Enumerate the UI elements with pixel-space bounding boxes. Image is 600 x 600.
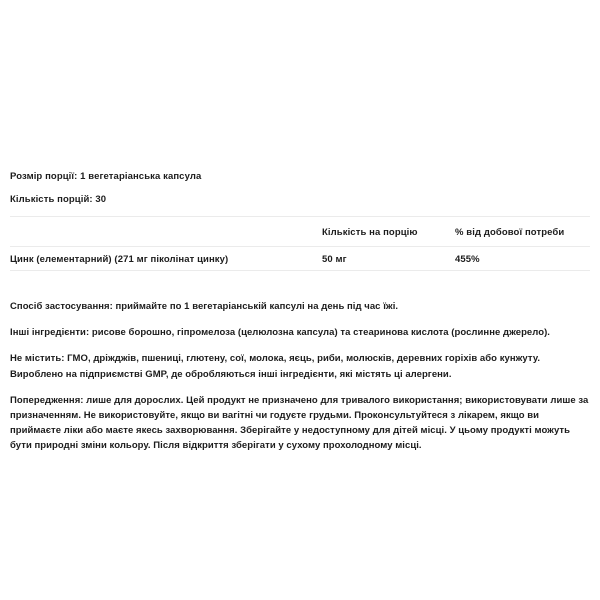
column-header-daily-value: % від добової потреби: [455, 217, 590, 247]
warning-paragraph: Попередження: лише для дорослих. Цей продукт не призначено для тривалого використання; використовувати лише за призначенням. Не використовуйте, якщо ви вагітні чи годуєте грудьми. Проконсультуйтеся з лікарем, якщо ви приймаєте ліки або маєте якесь захворювання. Зберігайте у недоступному для дітей місці. У цьому продукті можуть бути природні зміни кольору. Після відкриття зберігати у сухому прохолодному місці.: [10, 394, 589, 452]
table-header-row: [10, 217, 590, 247]
label-body-text: [10, 299, 590, 454]
column-header-nutrient: [10, 217, 322, 247]
serving-size-line: Розмір порції: 1 вегетаріанська капсула: [10, 171, 202, 182]
cell-daily-value: 455%: [455, 247, 590, 271]
supplement-facts-table: [10, 216, 590, 271]
directions-paragraph: Спосіб застосування: приймайте по 1 вегетаріанській капсулі на день під час їжі.: [10, 301, 399, 312]
table-body: [10, 247, 590, 271]
cell-amount-per-serving: 50 мг: [322, 247, 455, 271]
column-header-amount-per-serving: Кількість на порцію: [322, 217, 455, 247]
top-whitespace: [10, 0, 590, 170]
other-ingredients-paragraph: Інші інгредієнти: рисове борошно, гіпромелоза (целюлозна капсула) та стеаринова кислота (рослинне джерело).: [10, 327, 550, 339]
table-row: [10, 247, 590, 271]
allergen-free-paragraph: Не містить: ГМО, дріжджів, пшениці, глютену, сої, молока, яєць, риби, молюсків, деревних горіхів або кунжуту. Вироблено на підприємстві GMP, де обробляються інші інгредієнти, які містять ці алергени.: [10, 353, 541, 380]
servings-per-container-line: Кількість порцій: 30: [10, 194, 107, 205]
table-header: [10, 217, 590, 247]
cell-nutrient-name: Цинк (елементарний) (271 мг піколінат цинку): [10, 247, 322, 271]
